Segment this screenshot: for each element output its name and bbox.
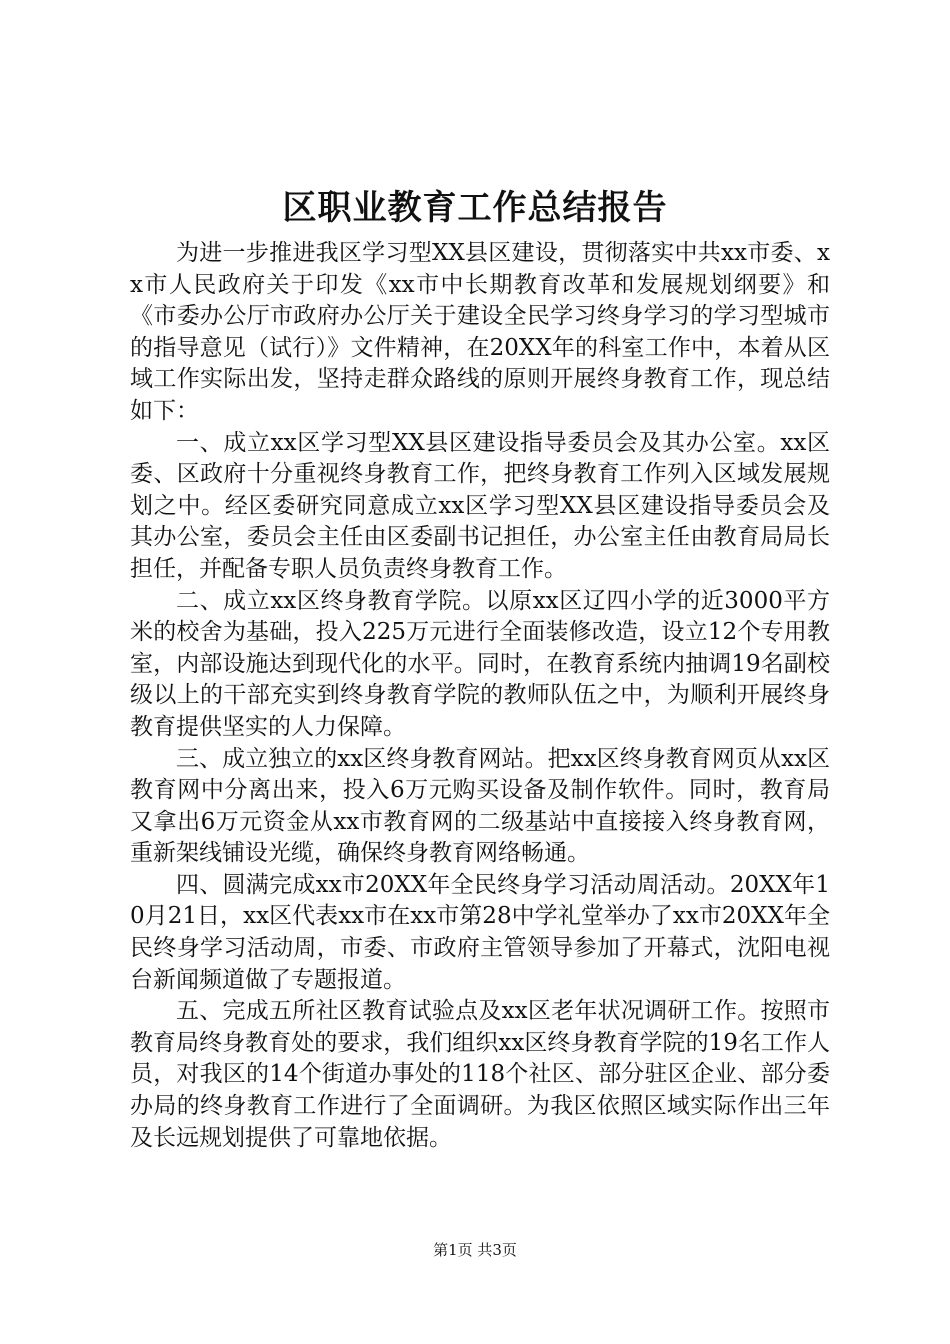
paragraph-section-2: 二、成立xx区终身教育学院。以原xx区辽四小学的近3000平方米的校舍为基础，投入225万元进行全面装修改造，设立12个专用教室，内部设施达到现代化的水平。同时，在教育系统内抽调19名副校级以上的干部充实到终身教育学院的教师队伍之中，为顺利开展终身教育提供坚实的人力保障。: [130, 587, 830, 740]
page-number: 第1页 共3页: [433, 1241, 517, 1259]
page-title: 区职业教育工作总结报告: [282, 188, 668, 228]
paragraph-section-1: 一、成立xx区学习型XX县区建设指导委员会及其办公室。xx区委、区政府十分重视终身教育工作，把终身教育工作列入区域发展规划之中。经区委研究同意成立xx区学习型XX县区建设指导委员会及其办公室，委员会主任由区委副书记担任，办公室主任由教育局局长担任，并配备专职人员负责终身教育工作。: [130, 429, 830, 582]
paragraph-intro: 为进一步推进我区学习型XX县区建设，贯彻落实中共xx市委、xx市人民政府关于印发《xx市中长期教育改革和发展规划纲要》和《市委办公厅市政府办公厅关于建设全民学习终身学习的学习型城市的指导意见（试行）》文件精神，在20XX年的科室工作中，本着从区域工作实际出发，坚持走群众路线的原则开展终身教育工作，现总结如下：: [130, 240, 830, 424]
paragraph-section-5: 五、完成五所社区教育试验点及xx区老年状况调研工作。按照市教育局终身教育处的要求，我们组织xx区终身教育学院的19名工作人员，对我区的14个街道办事处的118个社区、部分驻区企业、部分委办局的终身教育工作进行了全面调研。为我区依照区域实际作出三年及长远规划提供了可靠地依据。: [130, 998, 830, 1151]
page-footer: [0, 1240, 950, 1260]
paragraph-section-3: 三、成立独立的xx区终身教育网站。把xx区终身教育网页从xx区教育网中分离出来，投入6万元购买设备及制作软件。同时，教育局又拿出6万元资金从xx市教育网的二级基站中直接接入终身教育网，重新架线铺设光缆，确保终身教育网络畅通。: [130, 745, 830, 867]
document-body: [130, 238, 830, 1154]
paragraph-section-4: 四、圆满完成xx市20XX年全民终身学习活动周活动。20XX年10月21日，xx区代表xx市在xx市第28中学礼堂举办了xx市20XX年全民终身学习活动周，市委、市政府主管领导参加了开幕式，沈阳电视台新闻频道做了专题报道。: [130, 871, 830, 993]
